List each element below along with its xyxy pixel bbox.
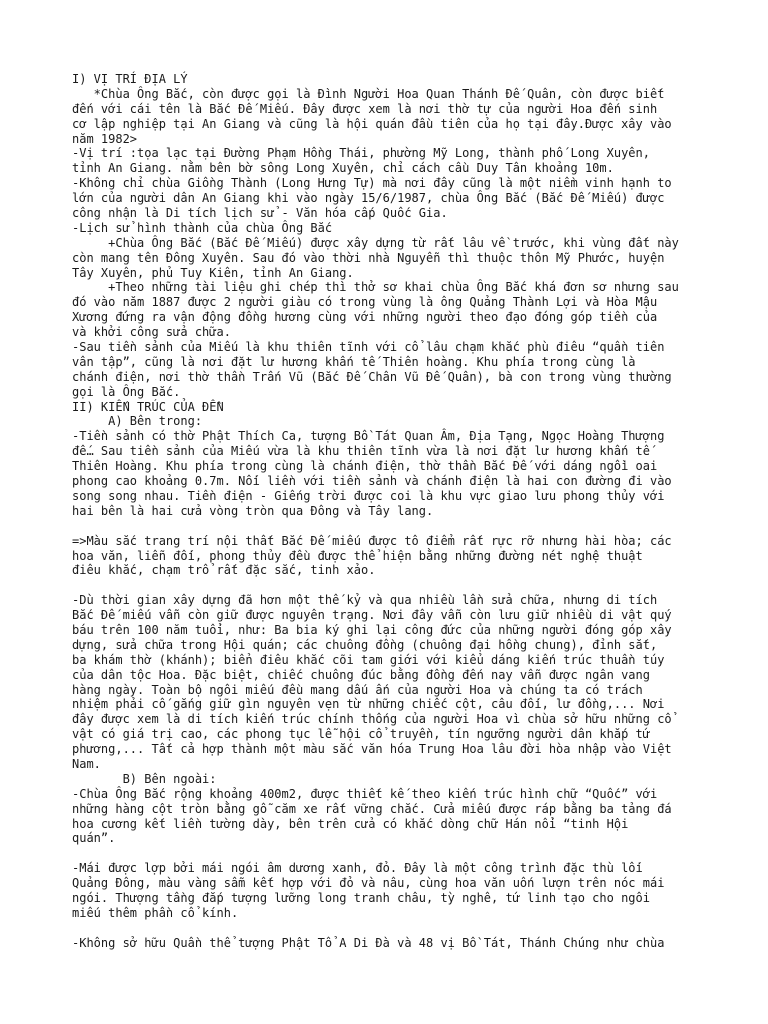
text-line: phong cao khoảng 0.7m. Nối liền với tiền sảnh và chánh điện là hai con đường đi vào (72, 474, 672, 489)
text-line: -Sau tiền sảnh của Miếu là khu thiên tĩnh với cổ lâu chạm khắc phù điêu “quần tiên (72, 340, 665, 355)
text-line: +Chùa Ông Bắc (Bắc Đế Miếu) được xây dựng từ rất lâu về trước, khi vùng đất này (72, 235, 679, 250)
text-line: Quảng Đông, màu vàng sẫm kết hợp với đỏ và nâu, cùng hoa văn uốn lượn trên nóc mái (72, 876, 665, 891)
text-line: II) KIẾN TRÚC CỦA ĐỀN (72, 399, 224, 414)
text-line (72, 846, 712, 861)
text-line: Bắc Đế miếu vẫn còn giữ được nguyên trạng. Nơi đây vẫn còn lưu giữ nhiều di vật quý (72, 608, 672, 623)
text-line: đó vào năm 1887 được 2 người giàu có trong vùng là ông Quảng Thành Lợi và Hòa Mậu (72, 295, 658, 310)
text-line: *Chùa Ông Bắc, còn được gọi là Đình Người Hoa Quan Thánh Đế Quân, còn được biết (72, 86, 665, 101)
text-line: +Theo những tài liệu ghi chép thì thở sơ khai chùa Ông Bắc khá đơn sơ nhưng sau (72, 280, 679, 295)
text-line: năm 1982> (72, 131, 138, 146)
text-line: Thiên Hoàng. Khu phía trong cùng là chánh điện, thờ thần Bắc Đế với dáng ngồi oai (72, 459, 658, 474)
text-line: gọi là Ông Bắc. (72, 384, 181, 399)
text-line (72, 519, 712, 534)
text-line: Xương đứng ra vận động đồng hương cùng với những người theo đạo đóng góp tiền của (72, 310, 658, 325)
text-line: hoa văn, liễn đối, phong thủy đều được thể hiện bằng những đường nét nghệ thuật (72, 548, 643, 563)
text-line: ba khám thờ (khánh); biển điêu khắc cõi tam giới với kiểu dáng kiến trúc thuần túy (72, 652, 665, 667)
text-line: hàng ngày. Toàn bộ ngôi miếu đều mang dấu ấn của người Hoa và chúng ta có trách (72, 682, 643, 697)
text-line: phương,... Tất cả hợp thành một màu sắc văn hóa Trung Hoa lâu đời hòa nhập vào Việt (72, 742, 672, 757)
text-line: hai bên là hai cửa vòng tròn qua Đông và Tây lang. (72, 503, 434, 518)
text-line: báu trên 100 năm tuổi, như: Ba bia ký ghi lại công đức của những người đóng góp xây (72, 622, 672, 637)
text-line: đây được xem là di tích kiến trúc chính thống của người Hoa vì chùa sở hữu những cổ (72, 712, 672, 727)
text-line: -Mái được lợp bởi mái ngói âm dương xanh, đỏ. Đây là một công trình đặc thù lối (72, 861, 643, 876)
text-line: Nam. (72, 756, 101, 771)
text-line: những hàng cột tròn bằng gỗ căm xe rất vững chắc. Cửa miếu được ráp bằng ba tảng đá (72, 801, 672, 816)
text-line: vân tập”, cũng là nơi đặt lư hương khấn tế Thiên hoàng. Khu phía trong cùng là (72, 354, 636, 369)
text-line: nhiệm phải cố gắng giữ gìn nguyên vẹn từ những chiếc cột, câu đối, lư đồng,... Nơi (72, 697, 665, 712)
document-page (72, 72, 712, 951)
text-line: chánh điện, nơi thờ thần Trấn Vũ (Bắc Đế Chân Vũ Đế Quân), bà con trong vùng thường (72, 369, 672, 384)
text-line: công nhận là Di tích lịch sử - Văn hóa cấp Quốc Gia. (72, 206, 448, 221)
text-line: đến với cái tên là Bắc Đế Miếu. Đây được xem là nơi thờ tự của người Hoa đến sinh (72, 101, 658, 116)
text-line: của dân tộc Hoa. Đặc biệt, chiếc chuông đúc bằng đồng đến nay vẫn được ngân vang (72, 667, 650, 682)
text-line: -Chùa Ông Bắc rộng khoảng 400m2, được thiết kế theo kiến trúc hình chữ “Quốc” với (72, 786, 658, 801)
text-line: song song nhau. Tiền điện - Giếng trời được coi là khu vực giao lưu phong thủy với (72, 488, 665, 503)
text-line: đế… Sau tiền sảnh của Miếu vừa là khu thiên tĩnh vừa là nơi đặt lư hương khấn tế (72, 444, 650, 459)
text-line: và khởi công sửa chữa. (72, 325, 231, 340)
text-line: hoa cương kết liền tường dày, bên trên cửa có khắc dòng chữ Hán nổi “tinh Hội (72, 816, 629, 831)
text-line (72, 578, 712, 593)
text-line: quán”. (72, 831, 116, 846)
text-line: -Không sở hữu Quần thể tượng Phật Tổ A Di Đà và 48 vị Bồ Tát, Thánh Chúng như chùa (72, 935, 665, 950)
text-line: vật có giá trị cao, các phong tục lễ hội cổ truyền, tín ngưỡng người dân khắp tứ (72, 727, 650, 742)
text-line: -Lịch sử hình thành của chùa Ông Bắc (72, 220, 333, 235)
text-line: =>Màu sắc trang trí nội thất Bắc Đế miếu được tô điểm rất rực rỡ nhưng hài hòa; các (72, 533, 672, 548)
text-line: dựng, sửa chữa trong Hội quán; các chuông đồng (chuông đại hồng chung), đỉnh sắt, (72, 637, 658, 652)
text-line: Tây Xuyên, phủ Tuy Kiên, tỉnh An Giang. (72, 265, 354, 280)
text-line: A) Bên trong: (72, 414, 203, 429)
text-line: I) VỊ TRÍ ĐỊA LÝ (72, 72, 188, 86)
text-line: tỉnh An Giang. nằm bên bờ sông Long Xuyên, chỉ cách cầu Duy Tân khoảng 10m. (72, 161, 614, 176)
text-line: miếu thêm phần cổ kính. (72, 905, 239, 920)
text-line: ngói. Thượng tầng đắp tượng lưỡng long tranh châu, tỳ nghê, tứ linh tạo cho ngôi (72, 890, 650, 905)
text-line: -Không chỉ chùa Giồng Thành (Long Hưng Tự) mà nơi đây cũng là một niềm vinh hạnh to (72, 176, 672, 191)
text-line: -Dù thời gian xây dựng đã hơn một thế kỷ và qua nhiều lần sửa chữa, nhưng di tích (72, 593, 658, 608)
text-line: -Tiền sảnh có thờ Phật Thích Ca, tượng Bồ Tát Quan Âm, Địa Tạng, Ngọc Hoàng Thượng (72, 429, 665, 444)
text-line: B) Bên ngoài: (72, 771, 217, 786)
text-line: điêu khắc, chạm trổ rất đặc sắc, tinh xảo. (72, 563, 376, 578)
text-line (72, 921, 712, 936)
text-line: cơ lập nghiệp tại An Giang và cũng là hội quán đầu tiên của họ tại đây.Được xây vào (72, 116, 672, 131)
text-line: -Vị trí :tọa lạc tại Đường Phạm Hồng Thái, phường Mỹ Long, thành phố Long Xuyên, (72, 146, 650, 161)
text-line: còn mang tên Đông Xuyên. Sau đó vào thời nhà Nguyễn thì thuộc thôn Mỹ Phước, huyện (72, 250, 665, 265)
text-line: lớn của người dân An Giang khi vào ngày 15/6/1987, chùa Ông Bắc (Bắc Đế Miếu) được (72, 191, 665, 206)
